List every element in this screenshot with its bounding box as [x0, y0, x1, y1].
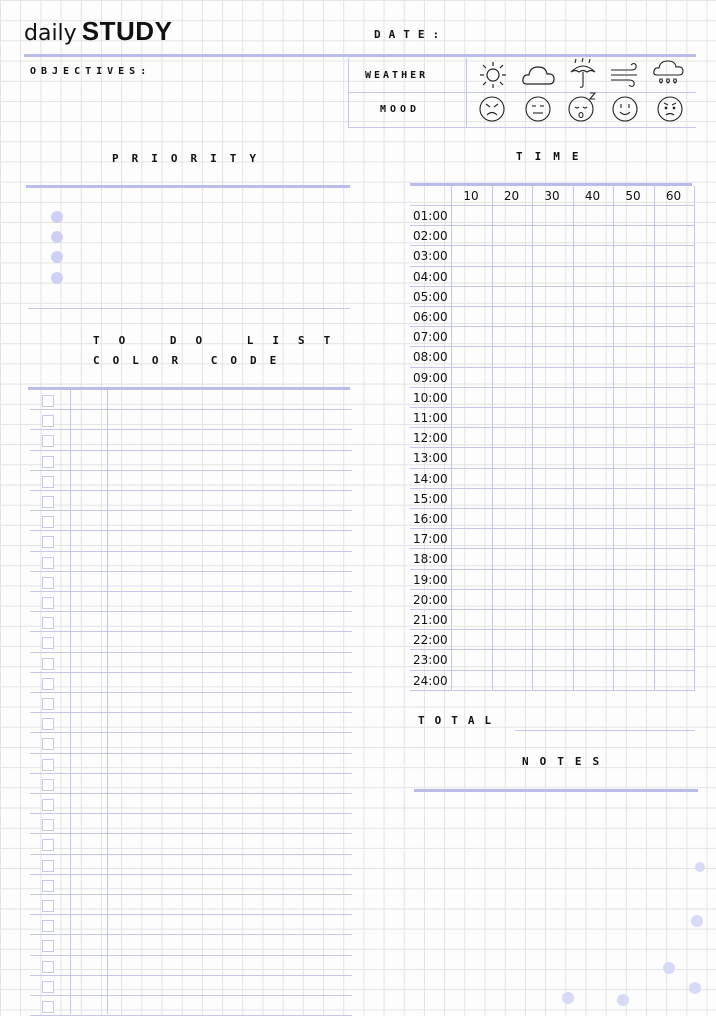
time-column-line: [573, 186, 574, 691]
date-label: DATE:: [374, 28, 448, 41]
time-column-header: 30: [544, 189, 560, 203]
priority-rule: [26, 185, 350, 188]
hour-label: 15:00: [413, 491, 448, 506]
objectives-field[interactable]: [26, 80, 344, 130]
todo-checkbox[interactable]: [42, 900, 54, 912]
date-field[interactable]: [460, 22, 690, 46]
notes-rule: [414, 789, 698, 792]
todo-checkbox[interactable]: [42, 981, 54, 993]
todo-row-line: [30, 833, 352, 834]
hour-label: 12:00: [413, 431, 448, 446]
priority-bullet-3[interactable]: [51, 251, 63, 263]
todo-row-line: [30, 551, 352, 552]
title-daily: daily: [24, 21, 77, 46]
hour-row-line: [410, 286, 694, 287]
sparkle-dot: [663, 962, 675, 974]
time-column-header: 40: [584, 189, 601, 203]
priority-bottom-line: [28, 308, 350, 309]
hour-row-line: [410, 407, 694, 408]
hour-row-line: [410, 468, 694, 469]
todo-checkbox[interactable]: [42, 496, 54, 508]
todo-checkbox[interactable]: [42, 415, 54, 427]
todo-row-line: [30, 732, 352, 733]
hour-label: 17:00: [413, 532, 448, 547]
hour-row-line: [410, 670, 694, 671]
time-column-line: [613, 186, 614, 691]
hour-label: 08:00: [413, 350, 448, 365]
hour-label: 07:00: [413, 330, 448, 345]
sun-icon[interactable]: [478, 60, 508, 90]
todo-row-line: [30, 914, 352, 915]
todo-checkbox[interactable]: [42, 759, 54, 771]
todo-checkbox[interactable]: [42, 435, 54, 447]
hour-label: 20:00: [413, 592, 448, 607]
todo-checkbox[interactable]: [42, 698, 54, 710]
todo-row-line: [30, 429, 352, 430]
sparkle-dot: [617, 994, 629, 1006]
hour-row-line: [410, 447, 694, 448]
todo-checkbox[interactable]: [42, 557, 54, 569]
priority-label: PRIORITY: [112, 152, 269, 165]
hour-row-line: [410, 569, 694, 570]
todo-row-line: [30, 591, 352, 592]
todo-checkbox[interactable]: [42, 577, 54, 589]
todo-checkbox[interactable]: [42, 799, 54, 811]
hour-label: 05:00: [413, 289, 448, 304]
hour-row-line: [410, 427, 694, 428]
hour-label: 18:00: [413, 552, 448, 567]
hour-label: 23:00: [413, 653, 448, 668]
todo-row-line: [30, 510, 352, 511]
sad-face-icon[interactable]: [656, 95, 684, 123]
hour-row-line: [410, 306, 694, 307]
hour-label: 21:00: [413, 613, 448, 627]
page-title: [24, 16, 172, 47]
sparkle-dot: [689, 982, 701, 994]
annoyed-face-icon[interactable]: [524, 95, 552, 123]
todo-checkbox[interactable]: [42, 860, 54, 872]
todo-checkbox[interactable]: [42, 597, 54, 609]
time-column-header: 60: [665, 189, 682, 203]
todo-checkbox[interactable]: [42, 1001, 54, 1013]
hour-label: 16:00: [413, 512, 448, 526]
todo-checkbox[interactable]: [42, 738, 54, 750]
todo-row-line: [30, 712, 352, 713]
wind-icon[interactable]: [609, 62, 643, 88]
hour-row-line: [410, 346, 694, 347]
todo-row-line: [30, 934, 352, 935]
todo-row-line: [30, 753, 352, 754]
hour-label: 19:00: [413, 572, 448, 587]
todo-row-line: [30, 773, 352, 774]
todo-checkbox[interactable]: [42, 617, 54, 629]
time-column-line: [492, 186, 493, 691]
time-rule: [410, 183, 692, 186]
todo-row-line: [30, 490, 352, 491]
mood-label: MOOD: [380, 104, 421, 115]
happy-face-icon[interactable]: [611, 95, 639, 123]
hour-row-line: [410, 245, 694, 246]
todo-row-line: [30, 874, 352, 875]
todo-row-line: [30, 450, 352, 451]
todo-checkbox[interactable]: [42, 678, 54, 690]
hour-label: 14:00: [413, 471, 448, 486]
todo-row-line: [30, 409, 352, 410]
hour-row-line: [410, 609, 694, 610]
todo-label-line2: COLOR CODE: [93, 354, 290, 367]
todo-checkbox[interactable]: [42, 395, 54, 407]
hour-label: 22:00: [413, 633, 448, 648]
todo-checkbox[interactable]: [42, 658, 54, 670]
hour-label: 24:00: [413, 673, 448, 688]
todo-row-line: [30, 470, 352, 471]
sparkle-dot: [695, 862, 705, 872]
notes-area[interactable]: [414, 795, 698, 885]
total-field[interactable]: [515, 710, 695, 730]
todo-checkbox[interactable]: [42, 880, 54, 892]
weather-label: WEATHER: [365, 70, 429, 81]
todo-row-line: [30, 631, 352, 632]
todo-label-line1: TO DO LIST: [93, 334, 350, 347]
time-header-line: [410, 205, 694, 206]
todo-checkbox[interactable]: [42, 476, 54, 488]
todo-row-line: [30, 854, 352, 855]
hour-label: 10:00: [413, 390, 448, 405]
time-column-line: [694, 186, 695, 691]
hour-row-line: [410, 326, 694, 327]
todo-row-line: [30, 692, 352, 693]
todo-checkbox[interactable]: [42, 839, 54, 851]
hour-row-line: [410, 387, 694, 388]
todo-checkbox[interactable]: [42, 536, 54, 548]
todo-checkbox[interactable]: [42, 637, 54, 649]
time-label: TIME: [516, 150, 591, 163]
todo-checkbox[interactable]: [42, 779, 54, 791]
angry-face-icon[interactable]: [478, 95, 506, 123]
rain-cloud-icon[interactable]: [652, 58, 686, 88]
todo-row-line: [30, 894, 352, 895]
hour-label: 03:00: [413, 249, 448, 264]
hour-row-line: [410, 488, 694, 489]
hour-row-line: [410, 225, 694, 226]
hour-row-line: [410, 367, 694, 368]
time-column-line: [451, 186, 452, 691]
sleepy-face-icon[interactable]: [566, 90, 600, 124]
hour-label: 04:00: [413, 269, 448, 284]
hour-row-line: [410, 629, 694, 630]
notes-label: NOTES: [522, 755, 611, 768]
hour-label: 01:00: [413, 209, 448, 223]
weather-mood-divider: [348, 92, 696, 93]
objectives-label: OBJECTIVES:: [30, 66, 152, 77]
hour-row-line: [410, 548, 694, 549]
todo-checkbox[interactable]: [42, 718, 54, 730]
sparkle-dot: [562, 992, 574, 1004]
todo-checkbox[interactable]: [42, 961, 54, 973]
mood-bottom-line: [348, 127, 696, 128]
umbrella-rain-icon[interactable]: [567, 56, 599, 90]
cloud-icon[interactable]: [521, 60, 557, 90]
hour-row-line: [410, 589, 694, 590]
hour-label: 09:00: [413, 370, 448, 385]
time-column-line: [654, 186, 655, 691]
todo-row-line: [30, 995, 352, 996]
todo-row-line: [30, 571, 352, 572]
todo-row-line: [30, 955, 352, 956]
todo-checkbox[interactable]: [42, 940, 54, 952]
todo-checkbox[interactable]: [42, 819, 54, 831]
hour-row-line: [410, 690, 694, 691]
total-label: TOTAL: [418, 714, 502, 727]
todo-row-line: [30, 975, 352, 976]
priority-bullet-1[interactable]: [51, 211, 63, 223]
total-line: [515, 730, 695, 731]
todo-row-line: [30, 813, 352, 814]
todo-task-column-line: [107, 390, 108, 1014]
time-column-header: 10: [463, 189, 479, 203]
todo-checkbox[interactable]: [42, 516, 54, 528]
time-column-header: 50: [625, 189, 641, 203]
weather-box-left: [348, 58, 349, 128]
hour-row-line: [410, 649, 694, 650]
todo-row-line: [30, 530, 352, 531]
hour-row-line: [410, 266, 694, 267]
todo-row-line: [30, 793, 352, 794]
hour-row-line: [410, 528, 694, 529]
hour-label: 13:00: [413, 451, 448, 466]
weather-box-divider: [466, 58, 467, 128]
hour-label: 11:00: [413, 411, 448, 425]
todo-checkbox[interactable]: [42, 456, 54, 468]
todo-rule: [28, 387, 350, 390]
hour-label: 02:00: [413, 229, 448, 244]
todo-row-line: [30, 672, 352, 673]
todo-row-line: [30, 652, 352, 653]
todo-checkbox[interactable]: [42, 920, 54, 932]
priority-bullet-2[interactable]: [51, 231, 63, 243]
title-study: STUDY: [81, 16, 173, 46]
hour-row-line: [410, 508, 694, 509]
hour-label: 06:00: [413, 310, 448, 324]
sparkle-dot: [691, 915, 703, 927]
todo-row-line: [30, 611, 352, 612]
time-column-header: 20: [503, 189, 520, 203]
todo-color-column-line: [70, 390, 71, 1014]
time-column-line: [532, 186, 533, 691]
priority-bullet-4[interactable]: [51, 272, 63, 284]
